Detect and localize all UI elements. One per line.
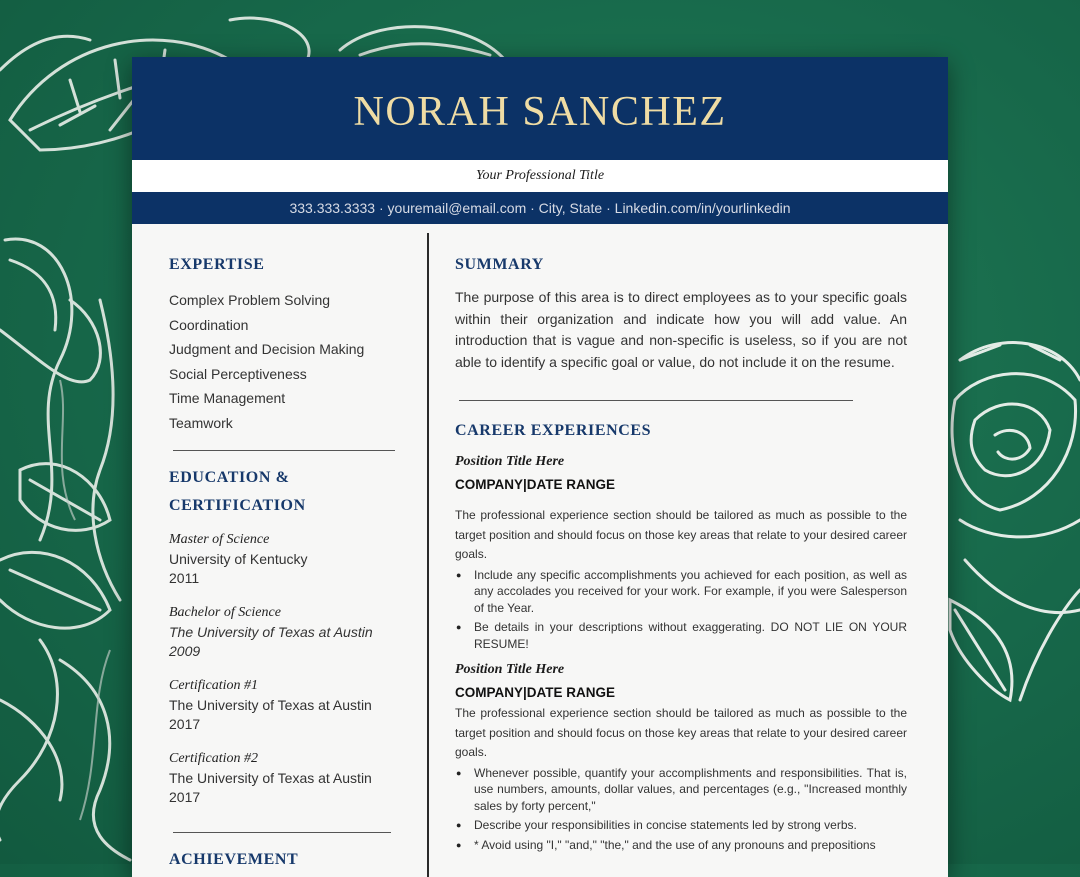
- skill-item: Time Management: [169, 390, 286, 407]
- resume-page: [132, 57, 948, 877]
- accomplishment-item: ● Describe your responsibilities in concise statements led by strong verbs.: [455, 817, 907, 834]
- company-date-range: COMPANY|DATE RANGE: [455, 685, 616, 700]
- certification-entry: [169, 676, 399, 735]
- accomplishment-list: [455, 567, 907, 653]
- certification-school: The University of Texas at Austin: [169, 696, 372, 713]
- education-school: The University of Texas at Austin: [169, 623, 373, 640]
- accomplishment-list: [455, 765, 907, 854]
- career-heading: CAREER EXPERIENCES: [455, 422, 652, 439]
- certification-year: 2017: [169, 716, 201, 733]
- accomplishment-item: ● Include any specific accomplishments you achieved for each position, as well as any accolades you received for your work. For example, if you were Salesperson of the Year.: [455, 567, 907, 617]
- education-heading-line1: EDUCATION &: [169, 468, 290, 486]
- certification-year: 2017: [169, 789, 201, 806]
- education-school: University of Kentucky: [169, 550, 308, 567]
- education-entry: [169, 530, 399, 589]
- section-divider: [173, 450, 395, 451]
- contact-info: 333.333.3333 · youremail@email.com · City, State · Linkedin.com/in/yourlinkedin: [289, 200, 791, 216]
- skill-item: Complex Problem Solving: [169, 292, 331, 308]
- right-column: [455, 233, 907, 856]
- professional-title-row: [132, 160, 948, 192]
- candidate-name: NORAH SANCHEZ: [353, 88, 727, 135]
- skill-item: Social Perceptiveness: [169, 365, 307, 382]
- skill-item: Teamwork: [169, 414, 233, 431]
- education-degree: Bachelor of Science: [169, 604, 281, 620]
- position-title: Position Title Here: [455, 662, 565, 677]
- left-column: [169, 233, 399, 869]
- education-entry: [169, 603, 399, 662]
- position-entry: [455, 454, 907, 652]
- position-entry: [455, 662, 907, 853]
- section-divider: [173, 832, 391, 833]
- summary-text: The purpose of this area is to direct employees as to your specific goals within their organization and indicate how you will add value. An introduction that is vague and non-specific is useless, so if you are not able to identify a specific goal or value, do not include it on the resume.: [455, 289, 907, 370]
- position-description: The professional experience section should be tailored as much as possible to the target position and should focus on those key areas that relate to your desired career goals.: [455, 706, 907, 759]
- certification-entry: [169, 749, 399, 808]
- education-degree: Master of Science: [169, 531, 270, 547]
- education-heading: [169, 464, 399, 520]
- education-year: 2011: [169, 570, 200, 587]
- skill-item: Coordination: [169, 316, 249, 333]
- education-year: 2009: [169, 643, 201, 660]
- section-divider: [459, 400, 853, 401]
- position-title: Position Title Here: [455, 454, 565, 469]
- certification-name: Certification #1: [169, 677, 259, 693]
- skill-item: Judgment and Decision Making: [169, 341, 365, 358]
- column-divider: [427, 233, 429, 877]
- achievement-heading-partial: ACHIEVEMENT: [169, 850, 299, 868]
- accomplishment-item: ● Whenever possible, quantify your accomplishments and responsibilities. That is, use numbers, amounts, dollar values, and percentages (e.g., "Increased monthly sales by forty percent,": [455, 765, 907, 815]
- skills-list: [169, 288, 399, 436]
- expertise-heading: EXPERTISE: [169, 256, 265, 273]
- accomplishment-item: ● Be details in your descriptions without exaggerating. DO NOT LIE ON YOUR RESUME!: [455, 619, 907, 652]
- name-header-band: [132, 57, 948, 160]
- education-heading-line2: CERTIFICATION: [169, 496, 306, 514]
- certification-school: The University of Texas at Austin: [169, 769, 372, 786]
- company-date-range: COMPANY|DATE RANGE: [455, 477, 616, 492]
- professional-title: Your Professional Title: [475, 168, 605, 183]
- position-description: The professional experience section should be tailored as much as possible to the target position and should focus on those key areas that relate to your desired career goals.: [455, 508, 907, 561]
- accomplishment-item: ● * Avoid using "I," "and," "the," and the use of any pronouns and prepositions: [455, 837, 907, 854]
- summary-heading: SUMMARY: [455, 256, 544, 273]
- certification-name: Certification #2: [169, 750, 259, 766]
- contact-band: [132, 192, 948, 224]
